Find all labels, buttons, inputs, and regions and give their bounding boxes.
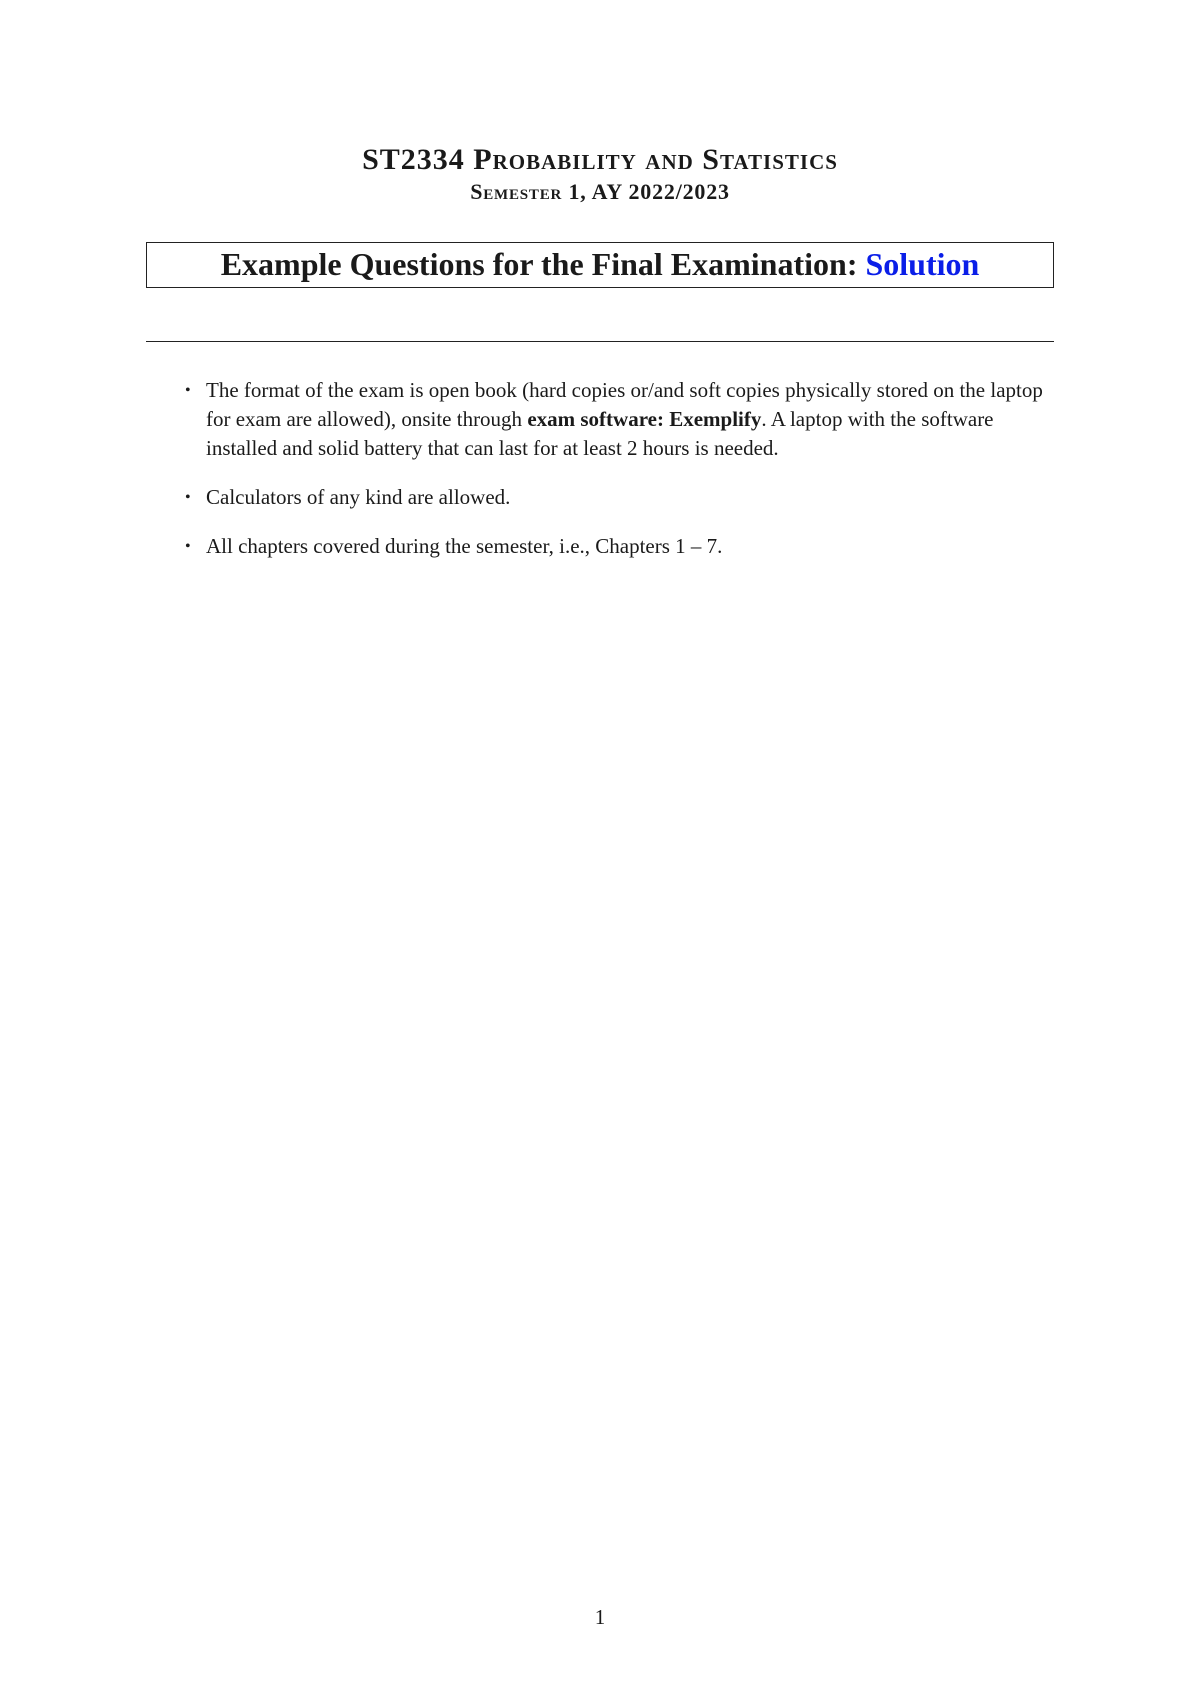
bullet-icon: • bbox=[185, 538, 191, 555]
list-item bbox=[146, 532, 1058, 561]
list-item bbox=[146, 376, 1058, 463]
document-title: Example Questions for the Final Examination: bbox=[220, 246, 858, 282]
exam-info-list bbox=[146, 376, 1058, 581]
bullet-icon: • bbox=[185, 382, 191, 399]
list-item-text: Calculators of any kind are allowed. bbox=[206, 485, 511, 509]
list-item-text: The format of the exam is open book (hard copies or/and soft copies physically stored on the laptop for exam are allowed), onsite through bbox=[206, 378, 1043, 431]
page-number: 1 bbox=[594, 1605, 606, 1629]
list-item bbox=[146, 483, 1058, 512]
list-item-text: All chapters covered during the semester, i.e., Chapters 1 – 7. bbox=[206, 534, 723, 558]
bullet-icon: • bbox=[185, 489, 191, 506]
list-item-emphasis: exam software: Exemplify bbox=[527, 407, 762, 431]
solution-label: Solution bbox=[865, 246, 980, 282]
document-title-box bbox=[146, 242, 1054, 288]
horizontal-rule bbox=[146, 341, 1054, 342]
semester-subtitle: Semester 1, AY 2022/2023 bbox=[470, 179, 730, 204]
list-item-text-after: . A laptop with the software installed and solid battery that can last for at least 2 hours is needed. bbox=[206, 407, 994, 460]
course-title: ST2334 Probability and Statistics bbox=[362, 143, 838, 176]
